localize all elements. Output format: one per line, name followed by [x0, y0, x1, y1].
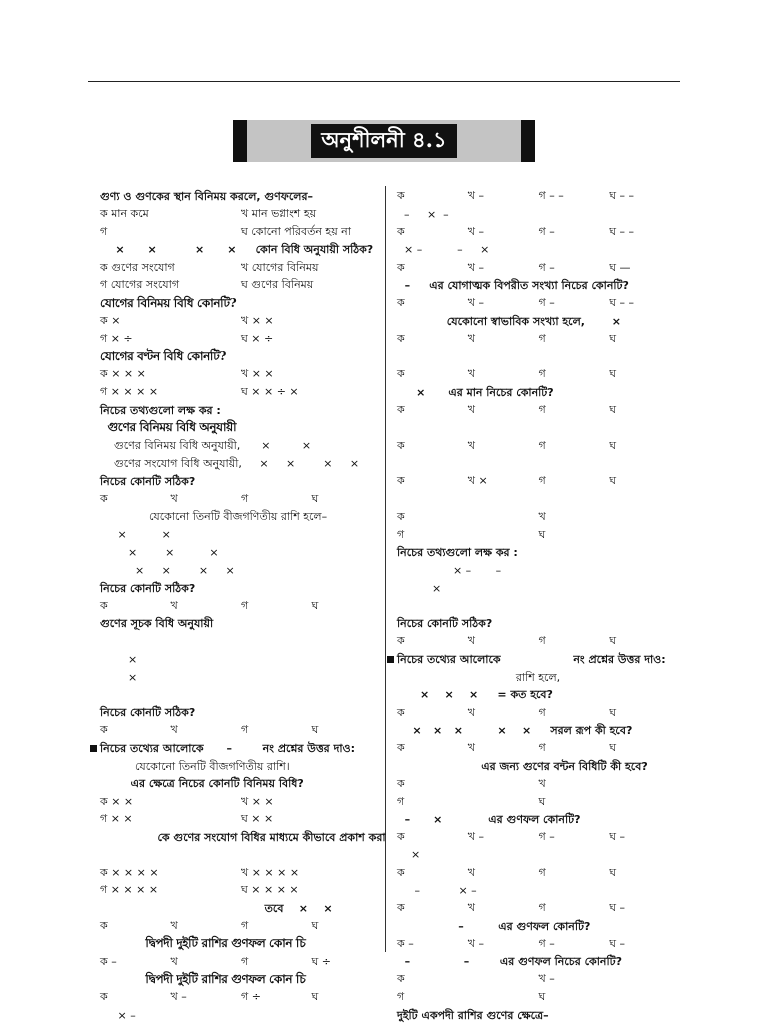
question-text: [397, 580, 680, 598]
option-row: [397, 437, 680, 455]
answer-option: গ: [397, 990, 405, 1004]
answer-option: ঘ: [609, 438, 617, 452]
answer-option: ঘ: [609, 705, 617, 719]
line-text: যোগের বিনিময় বিধি কোনটি?: [100, 295, 237, 310]
line-text: এর জন্য গুণের বন্টন বিধিটি কী হবে?: [397, 759, 648, 773]
answer-option: ক × × ×: [100, 367, 146, 381]
answer-option: ক × × × ×: [100, 865, 159, 879]
answer-option: ঘ গুণের বিনিময়: [241, 278, 314, 292]
answer-option: খ: [467, 331, 475, 345]
answer-option: খ –: [467, 189, 484, 203]
answer-option: ক: [397, 741, 405, 755]
line-text: গুণের সূচক বিধি অনুযায়ী: [100, 617, 214, 631]
question-text: [397, 651, 680, 669]
answer-option: গ: [538, 705, 546, 719]
blank-line: [100, 846, 382, 864]
option-row: [397, 224, 680, 242]
answer-option: ক: [397, 634, 405, 648]
answer-option: ঘ: [609, 741, 617, 755]
question-text: [397, 811, 680, 829]
right-question-column: [397, 188, 680, 1024]
line-text: যোগের বণ্টন বিধি কোনটি?: [100, 349, 227, 364]
option-row: [100, 989, 382, 1007]
answer-option: ক: [100, 919, 108, 933]
answer-option: ঘ: [609, 331, 617, 345]
answer-option: খ: [170, 723, 178, 737]
answer-option: গ: [538, 367, 546, 381]
answer-option: ঘ × × ÷ ×: [241, 385, 299, 399]
option-row: [397, 864, 680, 882]
line-text: যেকোনো তিনটি বীজগণিতীয় রাশি।: [100, 759, 290, 773]
question-text: [100, 473, 382, 491]
blank-line: [397, 491, 680, 509]
line-text: × এর মান নিচের কোনটি?: [397, 385, 554, 399]
option-row: [397, 989, 680, 1007]
question-text: [397, 562, 680, 580]
blank-line: [100, 686, 382, 704]
line-text: – × –: [397, 207, 449, 221]
line-text: নিচের তথ্যের আলোকে নং প্রশ্নের উত্তর দাও:: [397, 652, 666, 666]
line-text: দ্বিপদী দুইটি রাশির গুণফল কোন চি: [100, 972, 306, 987]
answer-option: ঘ কোনো পরিবর্তন হয় না: [241, 225, 351, 238]
option-row: [100, 918, 382, 936]
answer-option: ঘ: [609, 474, 617, 488]
answer-option: গ যোগের সংযোগ: [100, 278, 180, 292]
answer-option: ঘ: [311, 598, 319, 612]
option-row: [397, 188, 680, 206]
question-text: [397, 313, 680, 331]
answer-option: ক মান কমে: [100, 207, 149, 221]
answer-option: গ: [241, 919, 249, 933]
answer-option: গ –: [538, 225, 555, 238]
option-row: [100, 313, 382, 331]
line-text: ×: [100, 670, 138, 684]
option-row: [397, 829, 680, 847]
answer-option: খ: [467, 705, 475, 719]
question-text: [100, 402, 382, 420]
answer-option: ক –: [100, 954, 117, 968]
option-row: [100, 384, 382, 402]
line-text: নিচের তথ্যের আলোকে – নং প্রশ্নের উত্তর দাও:: [100, 741, 356, 755]
answer-option: গ – –: [538, 189, 564, 203]
answer-option: খ: [170, 919, 178, 933]
answer-option: গ: [538, 634, 546, 648]
question-text: [397, 758, 680, 776]
answer-option: ঘ × × × ×: [241, 883, 299, 897]
answer-option: খ: [467, 402, 475, 416]
question-text: [100, 704, 382, 722]
question-text: [397, 882, 680, 900]
answer-option: গ: [397, 527, 405, 541]
answer-option: খ –: [467, 260, 484, 274]
question-text: [100, 935, 382, 953]
answer-option: গ: [538, 901, 546, 915]
question-text: [397, 206, 680, 224]
question-text: [100, 241, 382, 259]
answer-option: ক: [397, 474, 405, 488]
answer-option: খ –: [538, 972, 555, 986]
option-row: [397, 704, 680, 722]
answer-option: ক: [397, 296, 405, 310]
line-text: দ্বিপদী দুইটি রাশির গুণফল কোন চি: [100, 936, 306, 951]
option-row: [100, 882, 382, 900]
option-row: [397, 366, 680, 384]
option-row: [100, 206, 382, 224]
answer-option: ঘ: [609, 865, 617, 879]
blank-line: [397, 348, 680, 366]
option-row: [100, 793, 382, 811]
line-text: দুইটি একপদী রাশির গুণের ক্ষেত্রে–: [397, 1008, 549, 1022]
question-text: [100, 562, 382, 580]
answer-option: খ: [467, 367, 475, 381]
left-question-column: [100, 188, 386, 1024]
answer-option: ঘ: [311, 723, 319, 737]
option-row: [397, 473, 680, 491]
option-row: [397, 793, 680, 811]
question-text: [100, 455, 382, 473]
line-text: এর ক্ষেত্রে নিচের কোনটি বিনিময় বিধি?: [100, 777, 304, 791]
answer-option: ক: [397, 438, 405, 452]
option-row: [100, 597, 382, 615]
answer-option: ঘ: [538, 794, 546, 808]
line-text: নিচের তথ্যগুলো লক্ষ কর :: [100, 403, 221, 417]
answer-option: ক: [100, 723, 108, 737]
option-row: [100, 277, 382, 295]
answer-option: গ × ÷: [100, 331, 133, 345]
answer-option: ক: [397, 972, 405, 986]
question-text: [397, 615, 680, 633]
answer-option: ক ×: [100, 313, 121, 327]
option-row: [100, 366, 382, 384]
answer-option: ক: [397, 189, 405, 203]
blank-line: [397, 597, 680, 615]
question-text: [100, 419, 382, 437]
answer-option: ক: [397, 776, 405, 790]
line-text: নিচের তথ্যগুলো লক্ষ কর :: [397, 545, 518, 559]
line-text: × – – ×: [397, 243, 490, 257]
line-text: – এর যোগাত্মক বিপরীত সংখ্যা নিচের কোনটি?: [397, 278, 629, 292]
exercise-title: অনুশীলনী ৪.১: [311, 124, 456, 158]
answer-option: খ × ×: [241, 794, 274, 808]
option-row: [397, 330, 680, 348]
exercise-banner: [233, 120, 535, 162]
line-text: ×: [397, 848, 421, 862]
line-text: নিচের কোনটি সঠিক?: [397, 617, 493, 631]
answer-option: ঘ –: [609, 901, 626, 915]
line-text: × –: [100, 1008, 136, 1022]
option-row: [100, 491, 382, 509]
answer-option: গ –: [538, 260, 555, 274]
answer-option: ক: [397, 331, 405, 345]
answer-option: ক: [397, 865, 405, 879]
question-text: [100, 295, 382, 313]
question-text: [397, 384, 680, 402]
question-text: [397, 277, 680, 295]
answer-option: ঘ: [311, 919, 319, 933]
answer-option: খ: [170, 954, 178, 968]
question-text: [100, 900, 382, 918]
top-rule: [88, 81, 680, 82]
option-row: [397, 508, 680, 526]
line-text: × × × × × সরল রূপ কী হবে?: [397, 723, 633, 737]
answer-option: খ যোগের বিনিময়: [241, 260, 319, 274]
question-text: [397, 669, 680, 687]
question-text: [397, 846, 680, 864]
answer-option: ক × ×: [100, 794, 134, 808]
answer-option: খ: [467, 741, 475, 755]
line-text: গুণের বিনিময় বিধি অনুযায়ী: [100, 420, 237, 435]
line-text: × × ×: [100, 545, 219, 559]
answer-option: খ: [538, 509, 546, 523]
option-row: [100, 330, 382, 348]
answer-option: গ: [241, 491, 249, 505]
blank-line: [397, 419, 680, 437]
question-text: [397, 686, 680, 704]
answer-option: গ: [241, 598, 249, 612]
answer-option: খ: [170, 598, 178, 612]
line-text: – × এর গুণফল কোনটি?: [397, 812, 581, 826]
line-text: রাশি হলে,: [397, 670, 561, 684]
answer-option: খ মান ভগ্নাংশ হয়: [241, 207, 317, 221]
question-text: [100, 1007, 382, 1024]
answer-option: গ: [538, 741, 546, 755]
answer-option: গ × × × ×: [100, 883, 159, 897]
answer-option: খ × × × ×: [241, 865, 300, 879]
answer-option: ক: [397, 260, 405, 274]
question-text: [100, 829, 386, 847]
line-text: × × × ×: [100, 563, 235, 577]
question-text: [100, 740, 382, 758]
answer-option: ক –: [397, 936, 414, 950]
line-text: ×: [397, 581, 442, 595]
answer-option: ক: [100, 491, 108, 505]
line-text: কে গুণের সংযোগ বিধির মাধ্যমে কীভাবে প্রকাশ করা: [100, 830, 386, 844]
line-text: × × × × কোন বিধি অনুযায়ী সঠিক?: [100, 243, 374, 257]
answer-option: গ × × × ×: [100, 385, 159, 399]
bullet-marker: [387, 656, 394, 663]
option-row: [397, 402, 680, 420]
answer-option: খ ×: [467, 474, 488, 488]
line-text: – – এর গুণফল নিচের কোনটি?: [397, 955, 623, 969]
bullet-marker: [90, 745, 97, 752]
answer-option: গ: [241, 954, 249, 968]
answer-option: গ –: [538, 936, 555, 950]
line-text: যেকোনো তিনটি বীজগণিতীয় রাশি হলে–: [100, 510, 328, 524]
question-text: [100, 437, 382, 455]
answer-option: ঘ —: [609, 260, 631, 274]
line-text: × ×: [100, 528, 171, 542]
line-text: নিচের কোনটি সঠিক?: [100, 474, 196, 488]
answer-option: খ × ×: [241, 313, 274, 327]
option-row: [397, 935, 680, 953]
option-row: [397, 740, 680, 758]
answer-option: ঘ × ÷: [241, 331, 274, 345]
answer-option: গ: [241, 723, 249, 737]
answer-option: খ: [467, 865, 475, 879]
answer-option: ঘ ÷: [311, 954, 332, 968]
question-text: [100, 544, 382, 562]
line-text: গুণের সংযোগ বিধি অনুযায়ী, × × × ×: [100, 456, 360, 470]
answer-option: খ: [467, 901, 475, 915]
line-text: যেকোনো স্বাভাবিক সংখ্যা হলে, ×: [397, 314, 621, 328]
line-text: × – –: [397, 563, 502, 577]
question-text: [397, 241, 680, 259]
question-text: [100, 526, 382, 544]
answer-option: ক: [397, 367, 405, 381]
answer-option: গ: [538, 438, 546, 452]
answer-option: ঘ: [311, 491, 319, 505]
option-row: [100, 722, 382, 740]
question-text: [100, 651, 382, 669]
blank-line: [397, 455, 680, 473]
answer-option: ঘ: [609, 367, 617, 381]
answer-option: গ: [100, 225, 108, 238]
line-text: × × × = কত হবে?: [397, 688, 553, 702]
question-text: [100, 669, 382, 687]
option-row: [397, 775, 680, 793]
answer-option: গ –: [538, 830, 555, 844]
option-row: [397, 971, 680, 989]
answer-option: ঘ – –: [609, 225, 635, 238]
answer-option: খ –: [467, 830, 484, 844]
answer-option: ঘ –: [609, 830, 626, 844]
option-row: [397, 900, 680, 918]
answer-option: খ: [467, 634, 475, 648]
question-text: [100, 615, 382, 633]
answer-option: গ: [538, 474, 546, 488]
line-text: – এর গুণফল কোনটি?: [397, 919, 591, 933]
option-row: [100, 811, 382, 829]
answer-option: খ –: [467, 225, 484, 238]
answer-option: গ ÷: [241, 990, 261, 1004]
answer-option: ক: [397, 402, 405, 416]
question-text: [397, 953, 680, 971]
line-text: গুণের বিনিময় বিধি অনুযায়ী, × ×: [100, 439, 312, 453]
option-row: [397, 295, 680, 313]
answer-option: ঘ –: [609, 936, 626, 950]
question-text: [100, 758, 382, 776]
answer-option: ক: [397, 901, 405, 915]
answer-option: গ × ×: [100, 812, 133, 826]
answer-option: খ –: [170, 990, 187, 1004]
answer-option: খ: [538, 776, 546, 790]
answer-option: খ × ×: [241, 367, 274, 381]
answer-option: গ: [538, 331, 546, 345]
question-text: [397, 918, 680, 936]
answer-option: ক: [397, 509, 405, 523]
question-text: [100, 971, 382, 989]
question-text: [100, 188, 382, 206]
option-row: [397, 259, 680, 277]
option-row: [100, 864, 382, 882]
question-text: [397, 1007, 680, 1024]
option-row: [397, 526, 680, 544]
answer-option: গ: [397, 794, 405, 808]
line-text: তবে × ×: [100, 901, 333, 915]
option-row: [100, 224, 382, 242]
answer-option: ঘ: [538, 527, 546, 541]
answer-option: খ: [467, 438, 475, 452]
answer-option: ক: [397, 705, 405, 719]
answer-option: ঘ: [311, 990, 319, 1004]
answer-option: খ –: [467, 296, 484, 310]
option-row: [100, 953, 382, 971]
option-row: [100, 259, 382, 277]
question-text: [397, 722, 680, 740]
answer-option: খ: [170, 491, 178, 505]
answer-option: ঘ: [538, 990, 546, 1004]
question-text: [100, 580, 382, 598]
question-text: [100, 775, 382, 793]
answer-option: গ: [538, 402, 546, 416]
answer-option: ঘ: [609, 634, 617, 648]
answer-option: গ –: [538, 296, 555, 310]
answer-option: ঘ – –: [609, 296, 635, 310]
line-text: ×: [100, 652, 138, 666]
answer-option: গ: [538, 865, 546, 879]
option-row: [397, 633, 680, 651]
answer-option: ঘ × ×: [241, 812, 274, 826]
answer-option: ক: [397, 225, 405, 238]
question-text: [397, 544, 680, 562]
line-text: গুণ্য ও গুণকের স্থান বিনিময় করলে, গুণফলের–: [100, 190, 314, 203]
answer-option: খ –: [467, 936, 484, 950]
line-text: – × –: [397, 884, 477, 898]
line-text: নিচের কোনটি সঠিক?: [100, 706, 196, 720]
blank-line: [100, 633, 382, 651]
line-text: নিচের কোনটি সঠিক?: [100, 581, 196, 595]
answer-option: ক: [100, 598, 108, 612]
answer-option: ক গুণের সংযোগ: [100, 260, 175, 274]
question-text: [100, 348, 382, 366]
answer-option: ঘ: [609, 402, 617, 416]
question-text: [100, 508, 382, 526]
answer-option: ক: [100, 990, 108, 1004]
answer-option: ক: [397, 830, 405, 844]
answer-option: ঘ – –: [609, 189, 635, 203]
